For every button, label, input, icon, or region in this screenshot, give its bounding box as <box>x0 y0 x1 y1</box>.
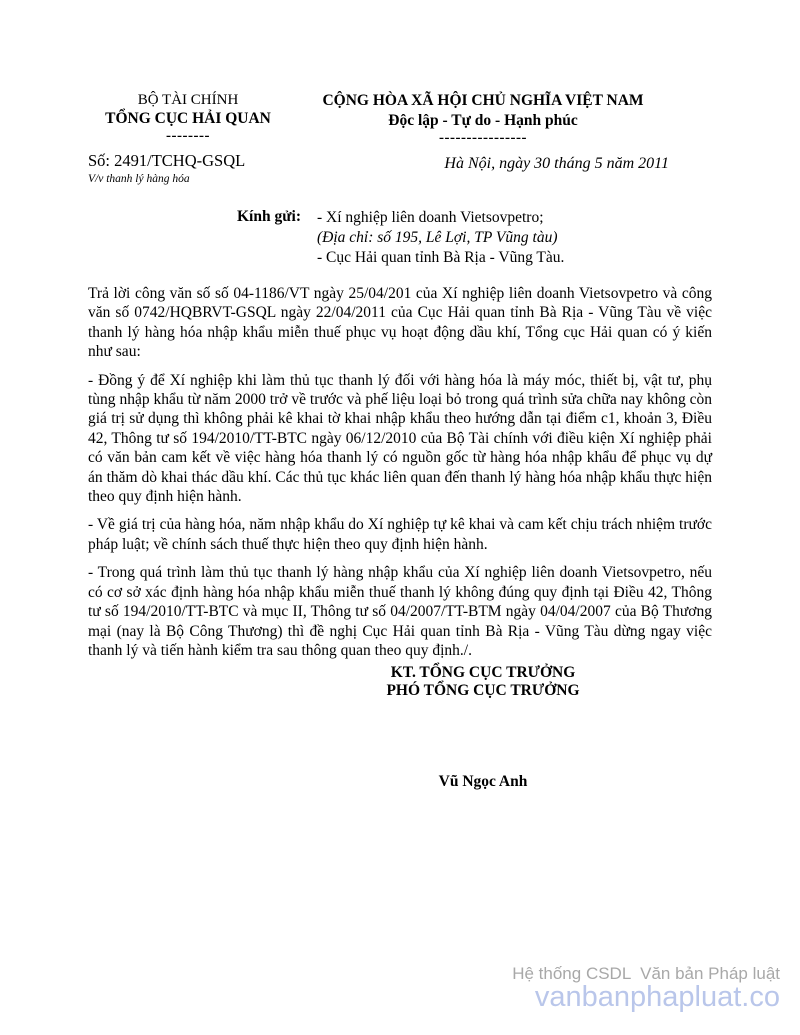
body-paragraph: - Đồng ý để Xí nghiệp khi làm thủ tục thanh lý đối với hàng hóa là máy móc, thiết bị, vật tư, phụ tùng nhập khẩu từ năm 2000 trở về trước và phế liệu loại bỏ trong quá trình sửa chữa nay không còn giá trị sử dụng thì không phải kê khai tờ khai nhập khẩu theo hướng dẫn tại điểm c1, khoản 3, Điều 42, Thông tư số 194/2010/TT-BTC ngày 06/12/2010 của Bộ Tài chính với điều kiện Xí nghiệp phải có văn bản cam kết về việc hàng hóa thanh lý có nguồn gốc từ hàng hóa nhập khẩu để phục vụ dự án thăm dò khai thác dầu khí. Các thủ tục khác liên quan đến thanh lý hàng hóa nhập khẩu thực hiện theo quy định hiện hành. <box>88 371 712 506</box>
recipient-line: - Cục Hải quan tỉnh Bà Rịa - Vũng Tàu. <box>317 249 565 266</box>
left-divider: -------- <box>166 128 210 144</box>
recipients-label: Kính gửi: <box>237 208 301 225</box>
right-divider: ---------------- <box>439 130 527 146</box>
recipients-block <box>237 208 564 268</box>
place-and-date: Hà Nội, ngày 30 tháng 5 năm 2011 <box>444 155 669 172</box>
watermark-site-name: vanbanphapluat.co <box>534 981 780 1013</box>
recipients-list <box>317 208 564 268</box>
site-watermark <box>512 965 780 1011</box>
national-title: CỘNG HÒA XÃ HỘI CHỦ NGHĨA VIỆT NAM <box>322 92 644 109</box>
document-header <box>88 92 673 185</box>
watermark-subtitle: Hệ thống CSDL Văn bản Pháp luật <box>512 964 780 983</box>
national-header-block <box>293 92 673 173</box>
signer-title-line1: KT. TỔNG CỤC TRƯỞNG <box>390 664 576 681</box>
body-paragraph: - Trong quá trình làm thủ tục thanh lý hàng nhập khẩu của Xí nghiệp liên doanh Vietsovpetro, nếu có cơ sở xác định hàng hóa nhập khẩu miễn thuế thanh lý không đúng quy định tại Điều 42, Thông tư số 194/2010/TT-BTC và mục II, Thông tư số 04/2007/TT-BTM ngày 04/04/2007 của Bộ Thương mại (nay là Bộ Công Thương) thì đề nghị Cục Hải quan tỉnh Bà Rịa - Vũng Tàu dừng ngay việc thanh lý và tiến hành kiểm tra sau thông quan theo quy định./. <box>88 564 712 659</box>
agency-name: TỔNG CỤC HẢI QUAN <box>105 110 271 127</box>
signer-name: Vũ Ngọc Anh <box>438 773 528 790</box>
signer-title-line2: PHÓ TỔNG CỤC TRƯỞNG <box>386 682 580 699</box>
recipient-address: (Địa chỉ: số 195, Lê Lợi, TP Vũng tàu) <box>317 229 558 246</box>
recipient-line: - Xí nghiệp liên doanh Vietsovpetro; <box>317 209 544 226</box>
body-paragraph: Trả lời công văn số số 04-1186/VT ngày 25/04/201 của Xí nghiệp liên doanh Vietsovpetro và công văn số 0742/HQBRVT-GSQL ngày 22/04/2011 của Cục Hải quan tỉnh Bà Rịa - Vũng Tàu về việc thanh lý hàng hóa nhập khẩu miễn thuế phục vụ hoạt động dầu khí, Tổng cục Hải quan có ý kiến như sau: <box>88 285 712 361</box>
national-motto: Độc lập - Tự do - Hạnh phúc <box>388 112 578 129</box>
signature-block <box>293 664 673 791</box>
ministry-name: BỘ TÀI CHÍNH <box>137 92 239 108</box>
document-number: Số: 2491/TCHQ-GSQL <box>88 151 246 170</box>
document-body <box>88 284 712 669</box>
body-paragraph: - Về giá trị của hàng hóa, năm nhập khẩu do Xí nghiệp tự kê khai và cam kết chịu trách nhiệm trước pháp luật; về chính sách thuế thực hiện theo quy định hiện hành. <box>88 516 712 553</box>
issuing-agency-block <box>88 92 288 185</box>
document-subject: V/v thanh lý hàng hóa <box>88 173 190 185</box>
